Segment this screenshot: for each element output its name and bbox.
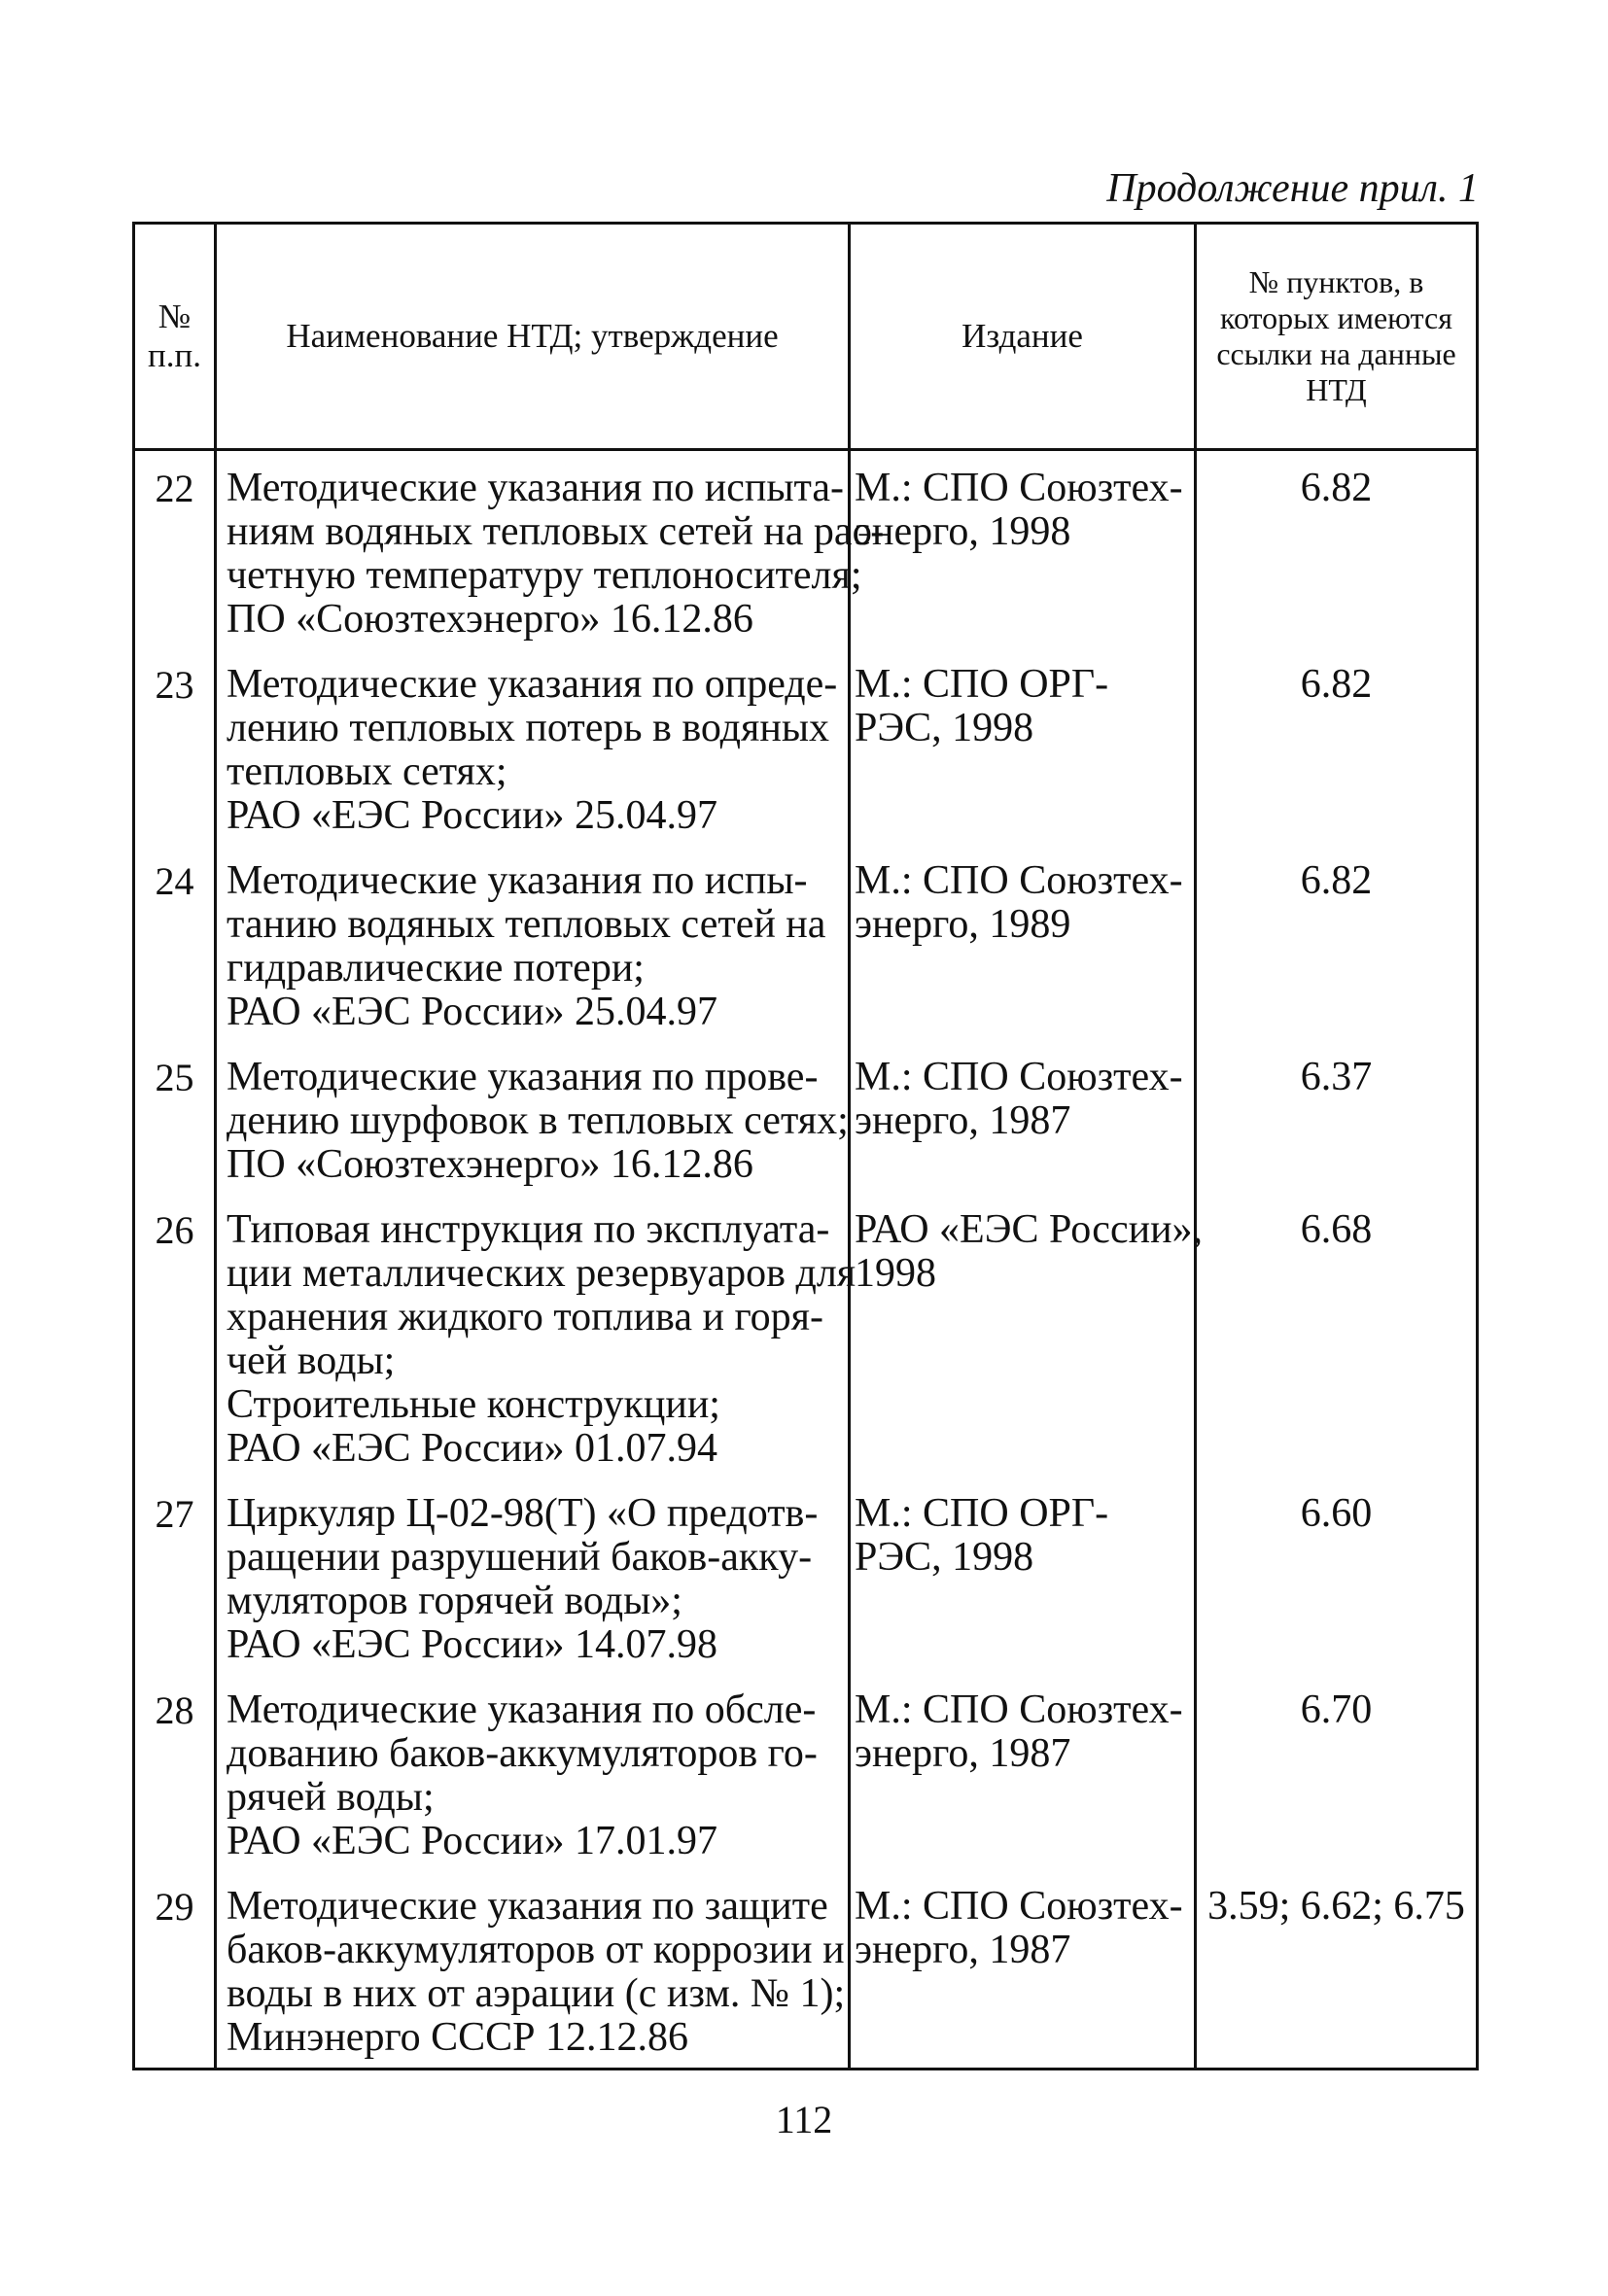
document-name-line: баков-аккумуляторов от коррозии и — [227, 1928, 845, 1972]
table-body — [134, 450, 1478, 2070]
reference-points: 6.82 — [1196, 450, 1478, 664]
document-name — [216, 1492, 850, 1688]
publication-line: М.: СПО Союзтех- — [855, 1055, 1183, 1099]
row-number: 26 — [134, 1208, 216, 1492]
document-name — [216, 450, 885, 664]
document-name — [216, 1056, 850, 1208]
reference-points: 6.60 — [1196, 1492, 1478, 1688]
table-row — [134, 1688, 1478, 1885]
publication-line: РЭС, 1998 — [855, 706, 1034, 750]
document-name-line: Строительные конструкции; — [227, 1382, 720, 1427]
document-name-line: РАО «ЕЭС России» 14.07.98 — [227, 1622, 718, 1667]
publication-line: М.: СПО ОРГ- — [855, 1491, 1109, 1536]
reference-points: 6.37 — [1196, 1056, 1478, 1208]
header-number: № п.п. — [134, 224, 216, 450]
reference-points: 6.82 — [1196, 859, 1478, 1056]
header-references: № пунктов, в которых имеются ссылки на данные НТД — [1196, 224, 1478, 450]
document-name-line: чей воды; — [227, 1339, 396, 1383]
reference-points: 6.82 — [1196, 663, 1478, 859]
document-name-line: хранения жидкого топлива и горя- — [227, 1295, 823, 1339]
publication-line: энерго, 1998 — [855, 509, 1071, 554]
publication-line: М.: СПО Союзтех- — [855, 858, 1183, 903]
table-row — [134, 859, 1478, 1056]
row-number: 28 — [134, 1688, 216, 1885]
document-name-line: РАО «ЕЭС России» 01.07.94 — [227, 1426, 718, 1471]
table-row — [134, 1885, 1478, 2070]
document-name-line: РАО «ЕЭС России» 17.01.97 — [227, 1819, 718, 1863]
document-name — [216, 663, 850, 859]
row-number: 25 — [134, 1056, 216, 1208]
table-row — [134, 450, 1478, 664]
table-row — [134, 1208, 1478, 1492]
header-publication: Издание — [850, 224, 1196, 450]
document-name-line: лению тепловых потерь в водяных — [227, 706, 830, 750]
document-name-line: ращении разрушений баков-акку- — [227, 1535, 813, 1580]
table-row — [134, 663, 1478, 859]
publication-line: энерго, 1989 — [855, 902, 1071, 947]
document-name-line: РАО «ЕЭС России» 25.04.97 — [227, 990, 718, 1034]
publication-line: М.: СПО Союзтех- — [855, 466, 1183, 510]
document-name-line: Методические указания по испыта- — [227, 466, 845, 510]
document-name-line: ПО «Союзтехэнерго» 16.12.86 — [227, 1142, 753, 1187]
document-name-line: рячей воды; — [227, 1775, 435, 1820]
document-name-line: Методические указания по защите — [227, 1884, 828, 1929]
table-row — [134, 1492, 1478, 1688]
publication-line: энерго, 1987 — [855, 1928, 1071, 1972]
publication — [850, 1207, 1204, 1492]
document-name-line: Методические указания по опреде- — [227, 662, 838, 707]
document-name-line: Циркуляр Ц-02-98(Т) «О предотв- — [227, 1491, 819, 1536]
document-name — [216, 1885, 850, 2070]
document-name-line: воды в них от аэрации (с изм. № 1); — [227, 1971, 846, 2016]
document-name-line: танию водяных тепловых сетей на — [227, 902, 826, 947]
document-name — [216, 1688, 850, 1885]
publication — [850, 1056, 1196, 1208]
document-name-line: Методические указания по обсле- — [227, 1687, 817, 1732]
table-row — [134, 1056, 1478, 1208]
publication-line: энерго, 1987 — [855, 1098, 1071, 1143]
publication-line: РАО «ЕЭС России», — [855, 1207, 1204, 1252]
document-name-line: четную температуру теплоносителя; — [227, 553, 862, 598]
document-name-line: Методические указания по прове- — [227, 1055, 819, 1099]
row-number: 24 — [134, 859, 216, 1056]
row-number: 23 — [134, 663, 216, 859]
document-name — [216, 859, 850, 1056]
document-name-line: муляторов горячей воды»; — [227, 1579, 682, 1623]
document-name-line: РАО «ЕЭС России» 25.04.97 — [227, 793, 718, 838]
publication — [850, 859, 1196, 1056]
publication — [850, 1885, 1196, 2070]
publication-line: М.: СПО Союзтех- — [855, 1687, 1183, 1732]
row-number: 29 — [134, 1885, 216, 2070]
document-name — [216, 1207, 856, 1492]
continuation-title: Продолжение прил. 1 — [1106, 166, 1479, 211]
document-name-line: гидравлические потери; — [227, 946, 645, 991]
publication-line: М.: СПО ОРГ- — [855, 662, 1109, 707]
document-name-line: Методические указания по испы- — [227, 858, 808, 903]
standards-table — [132, 222, 1479, 2070]
reference-points: 6.68 — [1196, 1208, 1478, 1492]
document-name-line: Минэнерго СССР 12.12.86 — [227, 2015, 689, 2060]
publication — [850, 1688, 1196, 1885]
header-name: Наименование НТД; утверждение — [216, 224, 850, 450]
table-header-row — [134, 224, 1478, 450]
publication — [850, 450, 1196, 664]
publication-line: энерго, 1987 — [855, 1731, 1071, 1776]
document-name-line: дению шурфовок в тепловых сетях; — [227, 1098, 849, 1143]
document-name-line: ниям водяных тепловых сетей на рас- — [227, 509, 885, 554]
document-name-line: ПО «Союзтехэнерго» 16.12.86 — [227, 597, 753, 642]
publication-line: РЭС, 1998 — [855, 1535, 1034, 1580]
reference-points: 6.70 — [1196, 1688, 1478, 1885]
publication — [850, 663, 1196, 859]
document-name-line: ции металлических резервуаров для — [227, 1251, 856, 1296]
publication-line: М.: СПО Союзтех- — [855, 1884, 1183, 1929]
document-name-line: Типовая инструкция по эксплуата- — [227, 1207, 830, 1252]
publication — [850, 1492, 1196, 1688]
reference-points: 3.59; 6.62; 6.75 — [1196, 1885, 1478, 2070]
publication-line: 1998 — [855, 1251, 936, 1296]
document-name-line: дованию баков-аккумуляторов го- — [227, 1731, 818, 1776]
page-number: 112 — [775, 2098, 833, 2141]
row-number: 27 — [134, 1492, 216, 1688]
row-number: 22 — [134, 450, 216, 664]
document-name-line: тепловых сетях; — [227, 749, 507, 794]
